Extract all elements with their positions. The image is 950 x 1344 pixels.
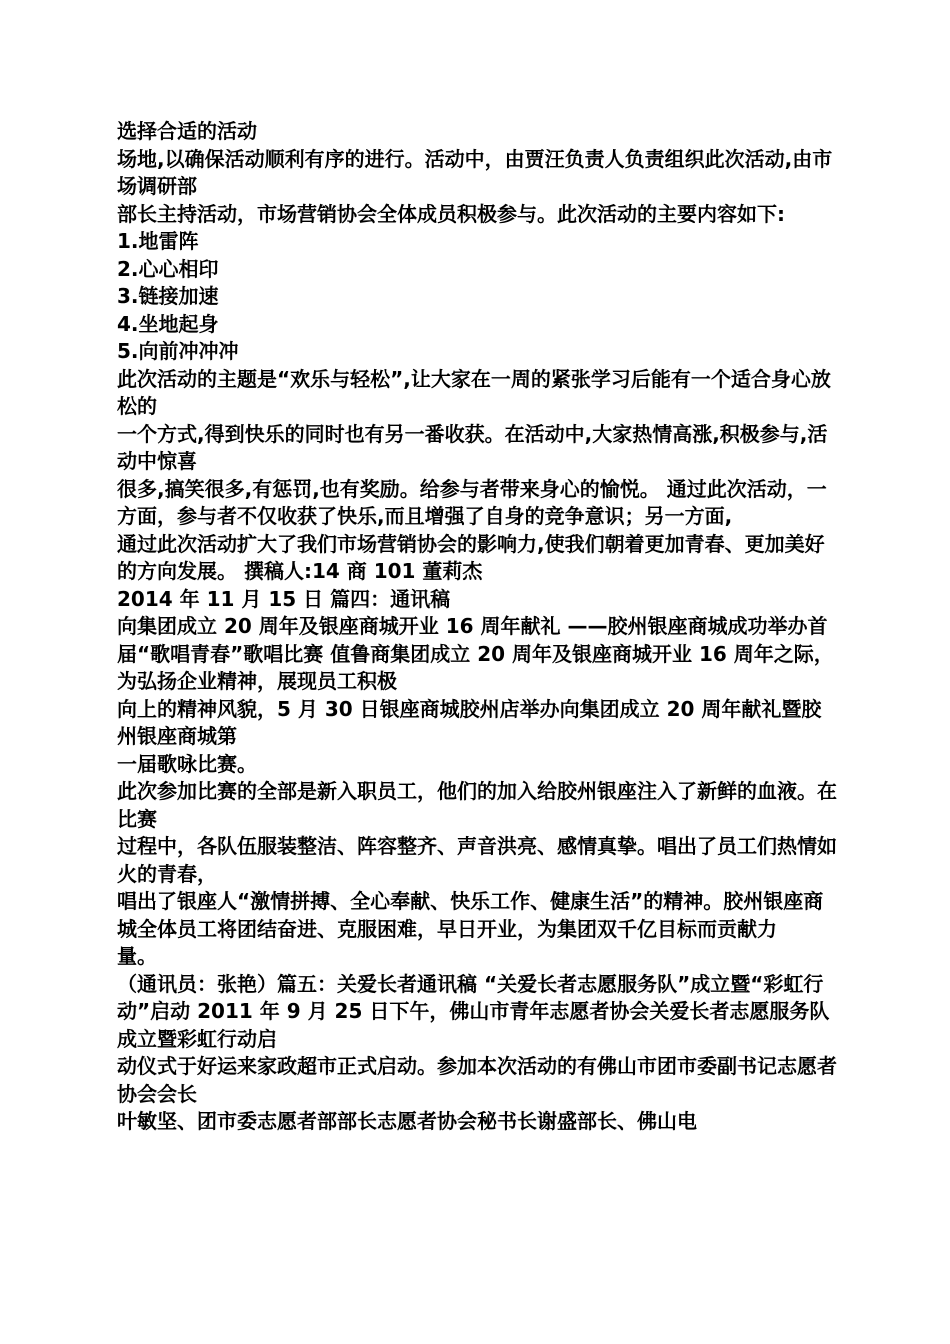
paragraph-5: 一个方式,得到快乐的同时也有另一番收获。在活动中,大家热情高涨,积极参与,活动中惊喜 — [117, 421, 828, 473]
list-item-2: 2.心心相印 — [117, 256, 219, 281]
list-item-5: 5.向前冲冲冲 — [117, 339, 239, 363]
paragraph-1: 选择合适的活动 — [117, 119, 257, 143]
paragraph-2: 场地,以确保活动顺利有序的进行。活动中，由贾汪负责人负责组织此次活动,由市场调研部 — [117, 146, 833, 198]
list-item-1: 1.地雷阵 — [117, 229, 199, 253]
paragraph-8: 向集团成立 20 周年及银座商城开业 16 周年献礼 ——胶州银座商城成功举办首届“歌唱青春”歌唱比赛 值鲁商集团成立 20 周年及银座商城开业 16 周年之际，为弘扬企业精神，展现员工积极 — [117, 614, 834, 693]
paragraph-12: 过程中，各队伍服装整洁、阵容整齐、声音洪亮、感情真挚。唱出了员工们热情如火的青春， — [117, 834, 837, 886]
paragraph-9: 向上的精神风貌，5 月 30 日银座商城胶州店举办向集团成立 20 周年献礼暨胶州银座商城第 — [117, 696, 822, 748]
paragraph-16: 动仪式于好运来家政超市正式启动。参加本次活动的有佛山市团市委副书记志愿者协会会长 — [117, 1054, 837, 1106]
paragraph-14: 量。 — [117, 944, 157, 968]
paragraph-6: 很多,搞笑很多,有惩罚,也有奖励。给参与者带来身心的愉悦。 通过此次活动，一方面，参与者不仅收获了快乐,而且增强了自身的竞争意识；另一方面, — [117, 476, 827, 528]
paragraph-15: （通讯员：张艳）篇五：关爱长者通讯稿 “关爱长者志愿服务队”成立暨“彩虹行动”启动 2011 年 9 月 25 日下午，佛山市青年志愿者协会关爱长者志愿服务队成立暨彩虹行动启 — [117, 971, 830, 1051]
paragraph-10: 一届歌咏比赛。 — [117, 751, 257, 776]
list-item-3: 3.链接加速 — [117, 284, 219, 308]
paragraph-4: 此次活动的主题是“欢乐与轻松”,让大家在一周的紧张学习后能有一个适合身心放松的 — [117, 366, 831, 418]
paragraph-7: 通过此次活动扩大了我们市场营销协会的影响力,使我们朝着更加青春、更加美好的方向发展。 撰稿人:14 商 101 董莉杰 — [117, 531, 825, 583]
date-line: 2014 年 11 月 15 日 篇四：通讯稿 — [117, 586, 451, 611]
paragraph-3: 部长主持活动，市场营销协会全体成员积极参与。此次活动的主要内容如下: — [117, 201, 785, 226]
paragraph-13: 唱出了银座人“激情拼搏、全心奉献、快乐工作、健康生活”的精神。胶州银座商城全体员工将团结奋进、克服困难，早日开业，为集团双千亿目标而贡献力 — [117, 889, 824, 941]
document-body — [117, 118, 837, 1136]
paragraph-11: 此次参加比赛的全部是新入职员工，他们的加入给胶州银座注入了新鲜的血液。在比赛 — [117, 779, 837, 831]
list-item-4: 4.坐地起身 — [117, 311, 219, 336]
paragraph-17: 叶敏坚、团市委志愿者部部长志愿者协会秘书长谢盛部长、佛山电 — [117, 1109, 697, 1133]
